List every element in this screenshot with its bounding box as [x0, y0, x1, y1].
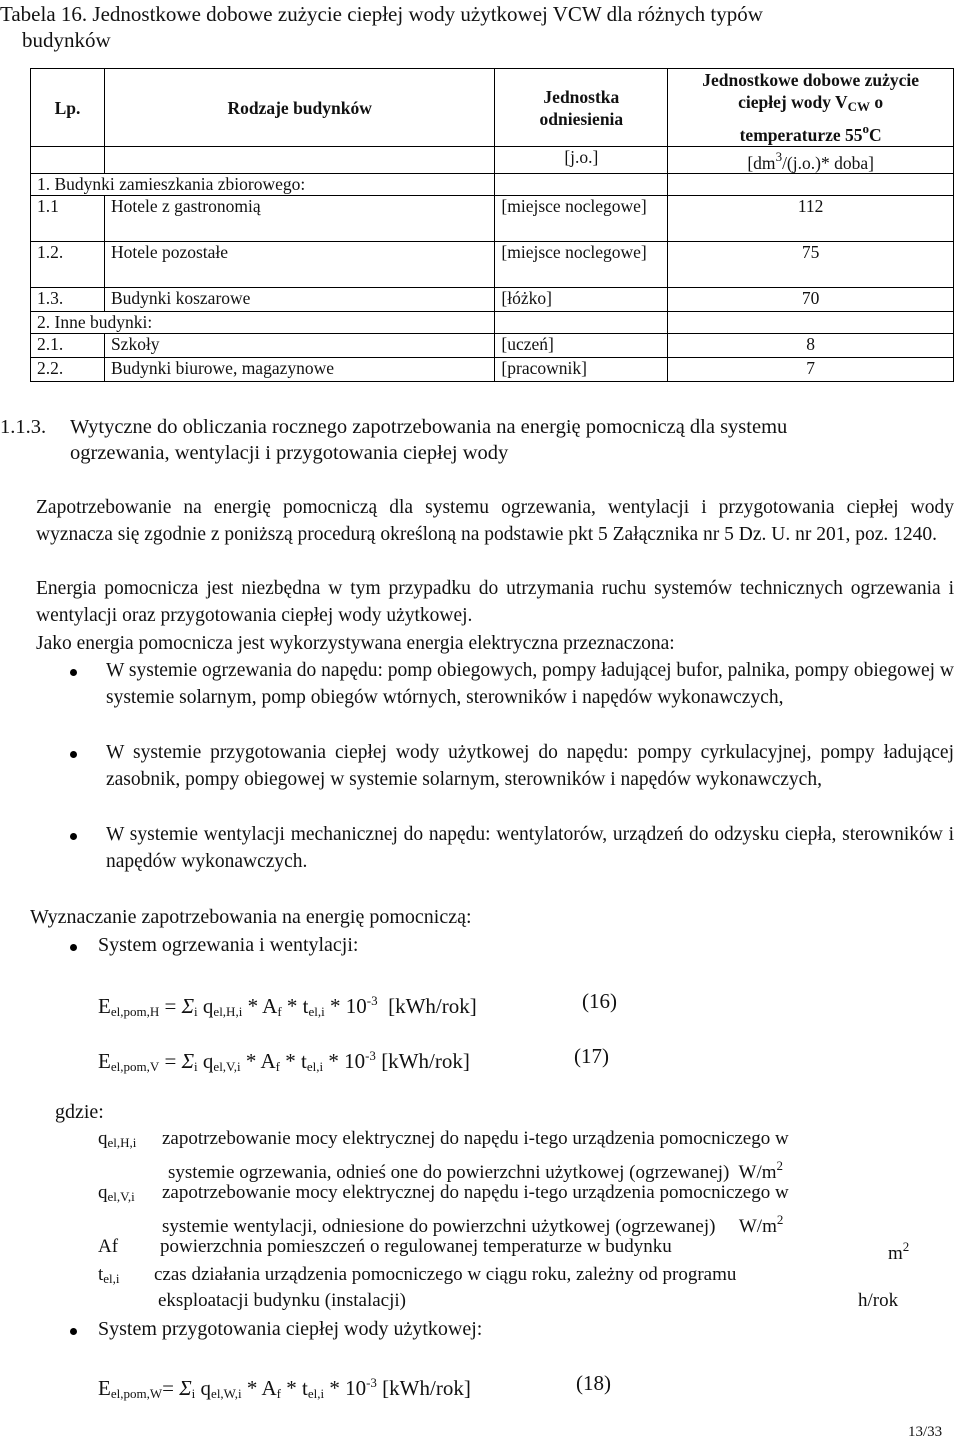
row-unit: [pracownik]	[495, 358, 668, 382]
row-number: 2.1.	[31, 334, 105, 358]
def-unit: h/rok	[858, 1290, 899, 1311]
header-lp: Lp.	[31, 69, 105, 147]
unit-label: [j.o.]	[495, 147, 668, 174]
def-symbol-af: Af	[98, 1236, 119, 1257]
row-unit: [uczeń]	[495, 334, 668, 358]
paragraph-list-intro: Jako energia pomocnicza jest wykorzystywana energia elektryczna przeznaczona:	[36, 633, 675, 654]
formula-17: $E_{el,pom,V} = \Sigma_i$ $q_{el,V,i} * A_f * t_{el,i} * 10^{-3}$ [kWh/rok]	[98, 1048, 470, 1074]
table-row	[31, 242, 954, 288]
row-name: Budynki biurowe, magazynowe	[104, 358, 494, 382]
def-text: systemie ogrzewania, odnieś one do powierzchni użytkowej (ogrzewanej) $W/m^2$	[168, 1158, 784, 1183]
formula-18: $E_{el,pom,W}= \Sigma_i$ $q_{el,W,i} * A_f * t_{el,i} * 10^{-3}$ [kWh/rok]	[98, 1375, 471, 1401]
table-row	[31, 174, 954, 196]
water-usage-table	[30, 68, 954, 382]
section-title-cont: ogrzewania, wentylacji i przygotowania ciepłej wody	[70, 442, 509, 464]
calc-item-water: System przygotowania ciepłej wody użytkowej:	[98, 1318, 483, 1340]
header-unit: Jednostka odniesienia	[495, 69, 668, 147]
list-item: W systemie wentylacji mechanicznej do napędu: wentylatorów, urządzeń do odzysku ciepła, sterowników i napędów wykonawczych.	[106, 824, 954, 872]
def-text: systemie wentylacji, odniesione do powierzchni użytkowej (ogrzewanej) $W/m^2$	[162, 1212, 784, 1237]
row-group-title: 1. Budynki zamieszkania zbiorowego:	[31, 174, 495, 196]
table-units-row	[31, 147, 954, 174]
list-item: W systemie ogrzewania do napędu: pomp obiegowych, pompy ładującej bufor, palnika, pompy obiegowej w systemie solarnym, pomp obiegów wtórnych, sterowników i napędów wykonawczych,	[106, 660, 954, 708]
row-unit: [miejsce noclegowe]	[495, 196, 668, 242]
row-number: 2.2.	[31, 358, 105, 382]
formula-17-number: (17)	[574, 1044, 609, 1068]
row-value: 75	[668, 242, 954, 288]
bullet-icon	[70, 1328, 77, 1335]
table-row	[31, 196, 954, 242]
table-caption-cont: budynków	[22, 28, 111, 52]
def-text: zapotrzebowanie mocy elektrycznej do napędu i-tego urządzenia pomocniczego w	[162, 1182, 789, 1203]
row-group-title: 2. Inne budynki:	[31, 312, 495, 334]
row-number: 1.1	[31, 196, 105, 242]
row-value: 7	[668, 358, 954, 382]
row-name: Hotele pozostałe	[104, 242, 494, 288]
formula-16-number: (16)	[582, 989, 617, 1013]
bullet-icon	[70, 669, 77, 676]
formula-16: $E_{el,pom,H} = \Sigma_i$ $q_{el,H,i} * A_f * t_{el,i} * 10^{-3}$ [kWh/rok]	[98, 993, 477, 1019]
section-number: 1.1.3.	[0, 416, 47, 438]
list-item: W systemie przygotowania ciepłej wody użytkowej do napędu: pompy cyrkulacyjnej, pompy ładującej zasobnik, pompy obiegowej w systemie solarnym, sterowników i napędów wykonawczych,	[106, 742, 954, 790]
def-symbol-qH: $q_{el,H,i}$	[98, 1128, 137, 1150]
table-row	[31, 288, 954, 312]
row-value: 70	[668, 288, 954, 312]
row-unit: [miejsce noclegowe]	[495, 242, 668, 288]
section-title: Wytyczne do obliczania rocznego zapotrzebowania na energię pomocniczą dla systemu	[70, 416, 788, 438]
def-unit: $m^2$	[888, 1239, 910, 1264]
row-number: 1.3.	[31, 288, 105, 312]
row-name: Szkoły	[104, 334, 494, 358]
table-header-row	[31, 69, 954, 147]
calc-heading: Wyznaczanie zapotrzebowania na energię pomocniczą:	[30, 906, 472, 928]
row-value: 112	[668, 196, 954, 242]
row-value: 8	[668, 334, 954, 358]
paragraph-energy: Energia pomocnicza jest niezbędna w tym przypadku do utrzymania ruchu systemów technicznych ogrzewania i wentylacji oraz przygotowania ciepłej wody użytkowej.	[36, 578, 954, 626]
table-caption: Tabela 16. Jednostkowe dobowe zużycie ciepłej wody użytkowej VCW dla różnych typów	[0, 2, 763, 26]
calc-item-heating: System ogrzewania i wentylacji:	[98, 934, 359, 956]
table-row	[31, 358, 954, 382]
header-usage: Jednostkowe dobowe zużycie ciepłej wody $V_{CW}$ o temperaturze 55$^o$C	[668, 69, 954, 147]
table-row	[31, 334, 954, 358]
def-text: eksploatacji budynku (instalacji)	[158, 1290, 406, 1311]
def-text: powierzchnia pomieszczeń o regulowanej temperaturze w budynku	[160, 1236, 672, 1257]
def-symbol-t: $t_{el,i}$	[98, 1264, 120, 1286]
def-text: zapotrzebowanie mocy elektrycznej do napędu i-tego urządzenia pomocniczego w	[162, 1128, 789, 1149]
where-label: gdzie:	[55, 1101, 104, 1123]
header-building-type: Rodzaje budynków	[104, 69, 494, 147]
table-row	[31, 312, 954, 334]
row-name: Hotele z gastronomią	[104, 196, 494, 242]
row-unit: [łóżko]	[495, 288, 668, 312]
page-number: 13/33	[908, 1424, 943, 1440]
row-name: Budynki koszarowe	[104, 288, 494, 312]
def-text: czas działania urządzenia pomocniczego w ciągu roku, zależny od programu	[154, 1264, 737, 1285]
formula-18-number: (18)	[576, 1371, 611, 1395]
bullet-icon	[70, 833, 77, 840]
paragraph-intro: Zapotrzebowanie na energię pomocniczą dla systemu ogrzewania, wentylacji i przygotowania ciepłej wody wyznacza się zgodnie z poniższą procedurą określoną na podstawie pkt 5 Załącznika nr 5 Dz. U. nr 201, poz. 1240.	[36, 497, 954, 545]
def-symbol-qV: $q_{el,V,i}$	[98, 1182, 135, 1204]
row-number: 1.2.	[31, 242, 105, 288]
bullet-icon	[70, 751, 77, 758]
bullet-icon	[70, 944, 77, 951]
usage-unit-label: [$dm^3/(j.o.)*$ doba]	[668, 147, 954, 174]
